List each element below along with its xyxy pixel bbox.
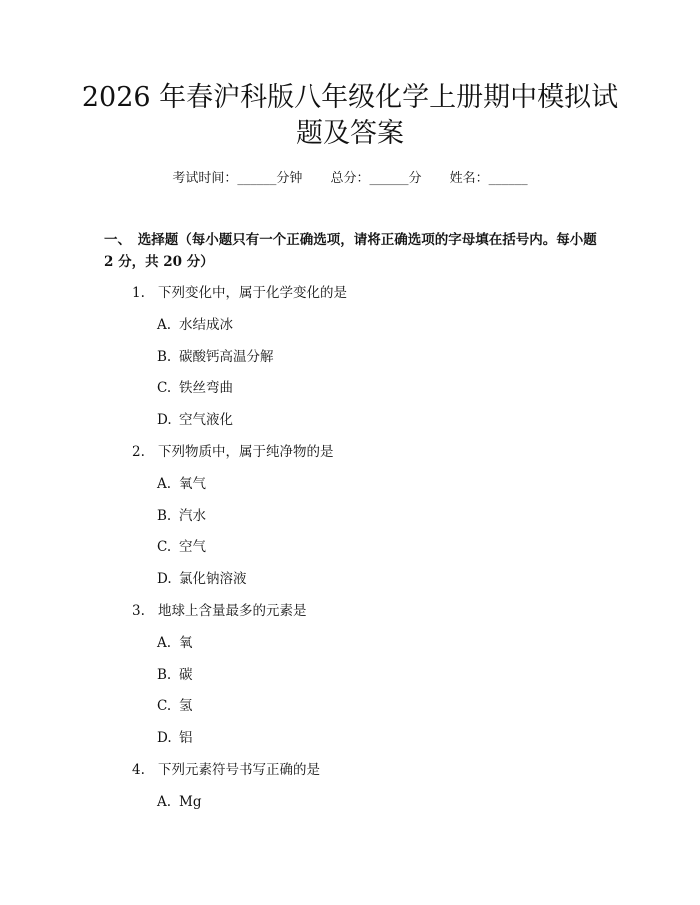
question-4-option-a — [157, 793, 201, 811]
option-letter: B. — [157, 508, 172, 524]
option-letter: C. — [157, 539, 172, 555]
question-3-option-a — [157, 634, 193, 652]
exam-info-line — [0, 170, 700, 188]
section-heading-choice: 一、 选择题（每小题只有一个正确选项，请将正确选项的字母填在括号内。每小题 2 分，共 20 分） — [104, 232, 597, 270]
total-score-blank: ______ — [369, 171, 409, 186]
exam-time-unit: 分钟 — [276, 171, 303, 186]
option-letter: B. — [157, 349, 172, 365]
option-letter: C. — [157, 380, 172, 396]
question-1-option-d — [157, 411, 233, 429]
question-2-option-c — [157, 538, 206, 556]
total-score-field — [330, 170, 421, 188]
document-title — [60, 80, 640, 152]
option-text: 铝 — [179, 730, 193, 746]
question-1-option-a — [157, 316, 233, 334]
question-1-option-c — [157, 379, 233, 397]
question-text: 下列物质中，属于纯净物的是 — [158, 444, 334, 460]
title-line-2: 题及答案 — [296, 118, 404, 149]
option-text: 氢 — [179, 698, 193, 714]
question-3-option-b — [157, 666, 193, 684]
option-text: Mg — [179, 794, 202, 810]
option-text: 铁丝弯曲 — [179, 380, 233, 396]
question-2-option-b — [157, 507, 206, 525]
exam-time-field — [172, 170, 302, 188]
option-text: 空气液化 — [179, 412, 233, 428]
title-line-1: 2026 年春沪科版八年级化学上册期中模拟试 — [81, 82, 619, 113]
question-3 — [132, 602, 307, 620]
question-text: 地球上含量最多的元素是 — [158, 603, 307, 619]
student-name-field — [450, 170, 528, 188]
question-1 — [132, 284, 347, 302]
question-1-option-b — [157, 348, 274, 366]
option-letter: A. — [157, 476, 172, 492]
question-4 — [132, 761, 320, 779]
option-letter: A. — [157, 317, 172, 333]
question-3-option-c — [157, 697, 193, 715]
option-letter: A. — [157, 794, 172, 810]
question-2-option-a — [157, 475, 206, 493]
exam-time-label: 考试时间： — [172, 171, 238, 186]
student-name-blank: ______ — [488, 171, 528, 186]
option-letter: D. — [157, 412, 172, 428]
student-name-label: 姓名： — [449, 171, 489, 186]
question-2 — [132, 443, 334, 461]
question-text: 下列变化中，属于化学变化的是 — [158, 285, 347, 301]
total-score-unit: 分 — [408, 171, 422, 186]
option-text: 碳 — [179, 667, 193, 683]
option-letter: D. — [157, 730, 172, 746]
question-number: 3. — [132, 603, 145, 619]
option-letter: A. — [157, 635, 172, 651]
question-number: 1. — [132, 285, 145, 301]
total-score-label: 总分： — [330, 171, 370, 186]
question-text: 下列元素符号书写正确的是 — [158, 762, 320, 778]
option-letter: C. — [157, 698, 172, 714]
question-number: 4. — [132, 762, 145, 778]
question-3-option-d — [157, 729, 193, 747]
option-letter: B. — [157, 667, 172, 683]
question-number: 2. — [132, 444, 145, 460]
option-text: 氧气 — [179, 476, 206, 492]
option-text: 水结成冰 — [179, 317, 233, 333]
option-text: 氯化钠溶液 — [179, 571, 247, 587]
exam-time-blank: ______ — [237, 171, 277, 186]
option-text: 碳酸钙高温分解 — [179, 349, 274, 365]
option-text: 氧 — [179, 635, 193, 651]
option-text: 汽水 — [179, 508, 206, 524]
option-letter: D. — [157, 571, 172, 587]
question-2-option-d — [157, 570, 247, 588]
option-text: 空气 — [179, 539, 206, 555]
